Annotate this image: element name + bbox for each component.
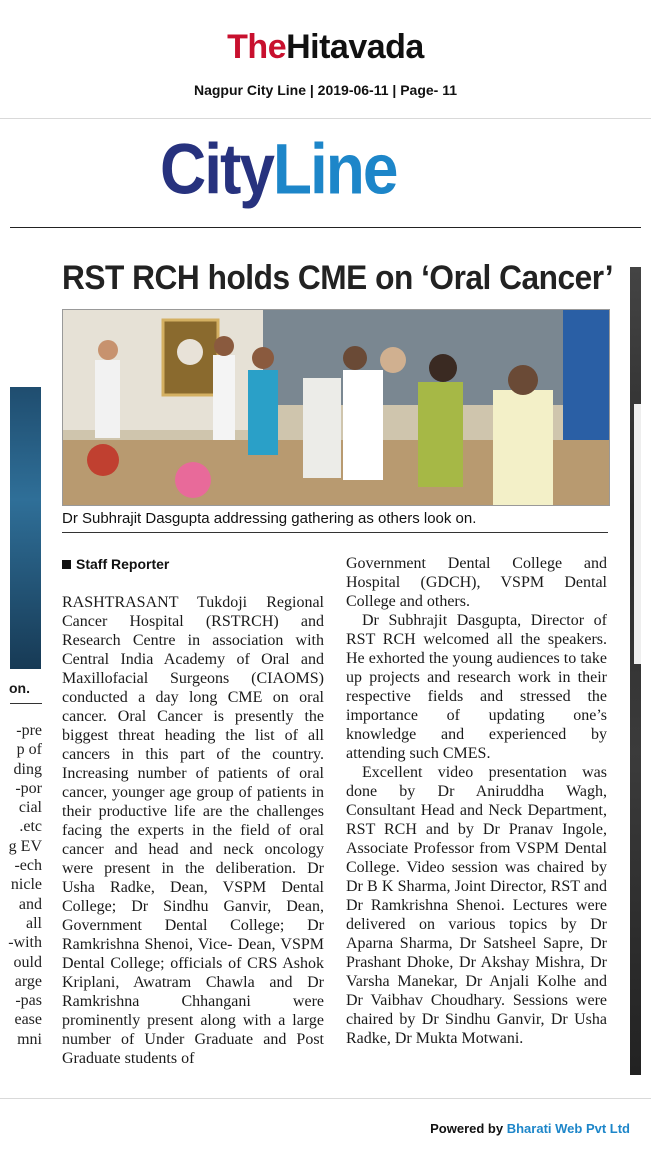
neighbor-line: ease bbox=[14, 1011, 42, 1029]
byline-text: Staff Reporter bbox=[76, 556, 170, 572]
article-paragraph: Dr Subhrajit Dasgupta, Director of RST RCH welcomed all the speakers. He exhorted the young audiences to take up projects and research work in their respective fields and stressed the importance of updating one’s knowledge and experienced by attending such CMES. bbox=[346, 612, 607, 762]
powered-brand-link[interactable]: Bharati Web Pvt Ltd bbox=[506, 1121, 630, 1136]
section-rule bbox=[10, 227, 641, 228]
article-photo bbox=[62, 309, 610, 506]
photo-caption: Dr Subhrajit Dasgupta addressing gathering as others look on. bbox=[62, 510, 477, 527]
neighbor-line: ding bbox=[13, 760, 42, 778]
article-paragraph: RASHTRASANT Tukdoji Regional Cancer Hospital (RSTRCH) and Research Centre in association with Central India Academy of Oral and Maxillofacial Surgeons (CIAOMS) conducted a day long CME on oral cancer. Oral Cancer is presently the biggest threat heading the list of all cancers in this part of the country. Increasing number of patients of oral cancer, younger age group of patients in their productive life are the challenges facing the experts in the field of oral cancer and head and neck oncology were present in the deliberation. Dr Usha Radke, Dean, VSPM Dental College; Dr Sindhu Ganvir, Dean, Government Dental College; Dr Ramkrishna Shenoi, Vice- Dean, VSPM Dental College; officials of CRS Ashok Kriplani, Awatram Chawla and Dr Ramkrishna Chhangani were prominently present along with a large number of Under Graduate and Post Graduate students of bbox=[62, 594, 324, 1067]
neighbor-line: cial bbox=[18, 799, 42, 817]
neighbor-right-photo bbox=[630, 267, 641, 1075]
byline-square-icon bbox=[62, 560, 71, 569]
neighbor-line: and bbox=[18, 895, 42, 913]
header-divider bbox=[0, 118, 651, 119]
neighbor-line: mni bbox=[17, 1030, 42, 1048]
neighbor-line: g EV bbox=[8, 837, 42, 855]
article-column-1 bbox=[62, 593, 324, 1068]
neighbor-text-column bbox=[10, 721, 42, 1049]
byline bbox=[62, 556, 169, 572]
edition-info: Nagpur City Line | 2019-06-11 | Page- 11 bbox=[193, 82, 458, 98]
neighbor-line: pas- bbox=[15, 992, 42, 1010]
neighbor-caption-rule bbox=[10, 703, 42, 704]
section-logo bbox=[160, 128, 397, 210]
article-column-2 bbox=[346, 554, 607, 1048]
neighbor-line: ech- bbox=[14, 857, 42, 875]
caption-rule bbox=[62, 532, 608, 533]
neighbor-line: pre- bbox=[16, 722, 42, 739]
event-photo-illustration bbox=[63, 310, 609, 505]
footer-divider bbox=[0, 1098, 651, 1099]
neighbor-line: nicle bbox=[10, 876, 42, 894]
masthead-the: The bbox=[227, 28, 287, 66]
article-paragraph: Excellent video presentation was done by Dr Aniruddha Wagh, Consultant Head and Neck Department, RST RCH and by Dr Pranav Ingole, Associate Professor from VSPM Dental College. Video session was chaired by Dr B K Sharma, Joint Director, RST and Dr Ramkrishna Shenoi. Lectures were delivered on various topics by Dr Aparna Sharma, Dr Satsheel Sapre, Dr Prashant Dhoke, Dr Akshay Mishra, Dr Varsha Manekar, Dr Anjali Kolhe and Dr Vaibhav Choudhary. Sessions were chaired by Dr Sindhu Ganvir, Dr Usha Radke, Dr Mukta Motwani. bbox=[346, 764, 607, 1047]
neighbor-line: with- bbox=[8, 934, 42, 952]
masthead-logo bbox=[0, 28, 651, 67]
neighbor-line: etc. bbox=[19, 818, 42, 836]
neighbor-photo bbox=[10, 387, 41, 669]
powered-prefix: Powered by bbox=[430, 1121, 504, 1136]
masthead-hitavada: Hitavada bbox=[286, 28, 424, 66]
neighbor-line: por- bbox=[15, 779, 42, 797]
neighbor-right-panel bbox=[634, 404, 641, 664]
neighbor-line: ould bbox=[13, 953, 42, 971]
section-line: Line bbox=[272, 128, 397, 210]
neighbor-line: p of bbox=[16, 741, 42, 759]
article-headline: RST RCH holds CME on ‘Oral Cancer’ bbox=[62, 259, 614, 297]
neighbor-line: arge bbox=[14, 972, 42, 990]
neighbor-line: all bbox=[26, 914, 42, 932]
footer-powered-by bbox=[430, 1121, 630, 1136]
neighbor-caption: on. bbox=[9, 680, 30, 696]
article-paragraph: Government Dental College and Hospital (GDCH), VSPM Dental College and others. bbox=[346, 555, 607, 610]
section-city: City bbox=[160, 128, 273, 210]
